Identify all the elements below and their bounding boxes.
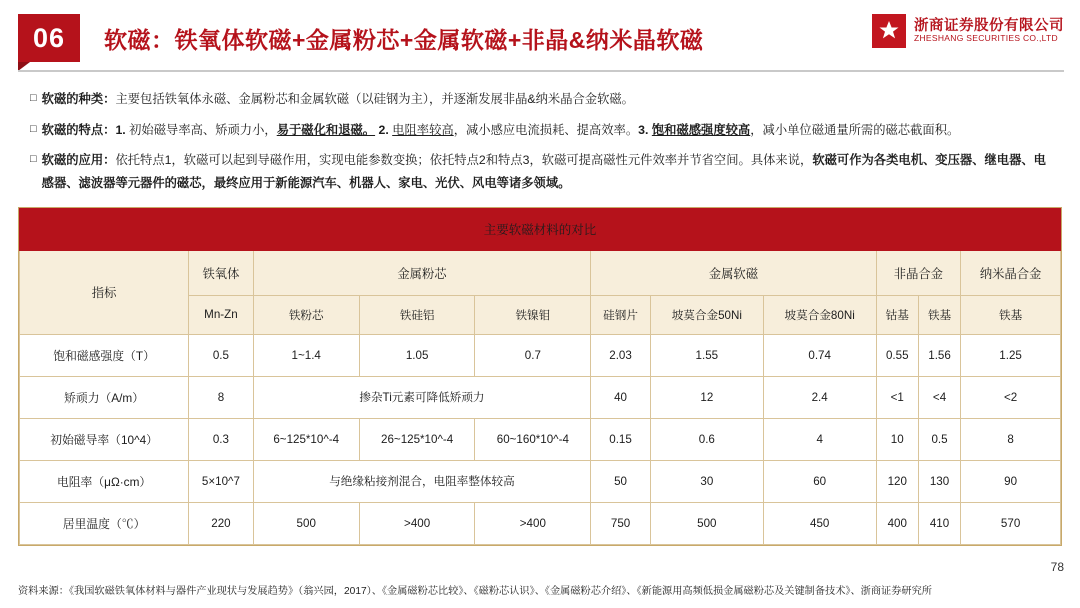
table-column-header: Mn-Zn [189,295,254,334]
table-column-header: 铁镍钼 [475,295,591,334]
table-cell: 6~125*10^-4 [253,418,359,460]
bullet-segment: 软磁可作为各类电机、变压器、继电器、电感器、滤波器等元器件的磁芯，最终应用于新能源汽车、机器人、家电、光伏、风电等诸多领域。 [41,153,1046,191]
table-cell: 4 [763,418,876,460]
bullet-segment: ，减小单位磁通量所需的磁芯截面积。 [750,122,960,137]
table-row [20,418,1061,460]
bullet-marker-icon: □ [30,122,37,135]
table-cell: 570 [961,502,1061,544]
table-row [20,376,1061,418]
bullet-segment: 初始磁导率高、矫顽力小， [129,122,277,137]
table-cell: 410 [918,502,960,544]
table-cell: 2.4 [763,376,876,418]
table-column-header: 坡莫合金80Ni [763,295,876,334]
bullet-segment: 2. [375,122,393,137]
table-cell: 130 [918,460,960,502]
table-cell: 40 [591,376,651,418]
bullet-segment: 饱和磁感强度较高 [651,122,751,137]
table-cell: 12 [650,376,763,418]
slide-header [0,0,1080,74]
table-cell: 0.5 [189,334,254,376]
table-cell: 450 [763,502,876,544]
bullet-text [42,88,1052,111]
page-number: 78 [1050,560,1064,574]
table-cell: 750 [591,502,651,544]
table-cell: 1.55 [650,334,763,376]
bullet-segment: 3. [638,122,652,137]
bullet-list [30,88,1052,195]
bullet-segment: 依托特点1，软磁可以起到导磁作用，实现电能参数变换；依托特点2和特点3，软磁可提高磁性元件效率并节省空间。具体来说， [115,153,813,168]
table-column-header: 铁硅铝 [359,295,475,334]
table-row-label: 初始磁导率（10^4） [20,418,189,460]
table-column-header: 钴基 [876,295,918,334]
bullet-item [30,88,1052,111]
table-column-header: 铁基 [918,295,960,334]
table-cell: 500 [253,502,359,544]
table-cell: 1~1.4 [253,334,359,376]
bullet-segment: 软磁的应用： [41,153,116,168]
bullet-segment: 电阻率较高 [392,122,454,137]
bullet-segment: 软磁的特点：1. [41,122,130,137]
table-cell: 60~160*10^-4 [475,418,591,460]
table-cell: 1.05 [359,334,475,376]
table-group-header: 金属粉芯 [253,250,591,295]
table-column-header: 硅钢片 [591,295,651,334]
table-group-header-row [20,250,1061,295]
bullet-segment: 易于磁化和退磁。 [276,122,376,137]
table-title-row [20,208,1061,250]
bullet-marker-icon: □ [30,153,37,166]
table-cell: 120 [876,460,918,502]
table-cell: 10 [876,418,918,460]
table-cell: 0.5 [918,418,960,460]
table-column-header: 铁粉芯 [253,295,359,334]
brand-name-en: ZHESHANG SECURITIES CO.,LTD [914,33,1058,44]
slide-number-badge: 06 [18,14,80,62]
bullet-segment: 软磁的种类： [41,92,116,106]
bullet-text [42,119,1052,142]
table-cell: 0.7 [475,334,591,376]
source-note: 资料来源：《我国软磁铁氧体材料与器件产业现状与发展趋势》（翁兴园，2017）、《金属磁粉芯比较》、《磁粉芯认识》、《金属磁粉芯介绍》、《新能源用高频低损金属磁粉芯及关键制备技术》、浙商证券研究所 [18,586,932,598]
table-group-header: 纳米晶合金 [961,250,1061,295]
table-cell: 1.56 [918,334,960,376]
table-cell: 0.55 [876,334,918,376]
table-cell: 500 [650,502,763,544]
table-cell: 400 [876,502,918,544]
comparison-table [18,207,1062,546]
table-cell: 5×10^7 [189,460,254,502]
table-cell: <1 [876,376,918,418]
table-cell: 8 [961,418,1061,460]
table-cell: 0.6 [650,418,763,460]
brand-name-cn: 浙商证券股份有限公司 [914,17,1064,34]
bullet-segment: ，减小感应电流损耗、提高效率。 [453,122,639,137]
table-cell: <2 [961,376,1061,418]
zheshang-logo-icon [872,14,906,48]
bullet-text [42,149,1052,194]
table-cell: 0.15 [591,418,651,460]
table-cell: >400 [359,502,475,544]
table-row-label: 电阻率（μΩ·cm） [20,460,189,502]
table-cell: 1.25 [961,334,1061,376]
table-cell: 0.74 [763,334,876,376]
table-row [20,502,1061,544]
table-cell: 2.03 [591,334,651,376]
table-row-label: 矫顽力（A/m） [20,376,189,418]
table-cell: 与绝缘粘接剂混合，电阻率整体较高 [253,460,591,502]
table-cell: 0.3 [189,418,254,460]
table-row [20,334,1061,376]
table-row-label: 饱和磁感强度（T） [20,334,189,376]
header-divider [18,70,1064,72]
page-title: 软磁：铁氧体软磁+金属粉芯+金属软磁+非晶&纳米晶软磁 [104,27,704,53]
brand-block [872,14,1064,48]
table-cell: 90 [961,460,1061,502]
table-group-header: 金属软磁 [591,250,876,295]
bullet-segment: 主要包括铁氧体永磁、金属粉芯和金属软磁（以硅钢为主），并逐渐发展非晶&纳米晶合金软磁。 [115,92,634,106]
table-cell: 60 [763,460,876,502]
table-index-header: 指标 [20,250,189,334]
table-cell: <4 [918,376,960,418]
table-cell: 26~125*10^-4 [359,418,475,460]
table-column-header: 铁基 [961,295,1061,334]
bullet-item [30,149,1052,194]
table-column-header: 坡莫合金50Ni [650,295,763,334]
table-row [20,460,1061,502]
table-row-label: 居里温度（℃） [20,502,189,544]
table-cell: 220 [189,502,254,544]
table-cell: >400 [475,502,591,544]
table-cell: 8 [189,376,254,418]
table-cell: 掺杂Ti元素可降低矫顽力 [253,376,591,418]
table-group-header: 非晶合金 [876,250,961,295]
table-cell: 30 [650,460,763,502]
table-cell: 50 [591,460,651,502]
bullet-marker-icon: □ [30,92,37,104]
bullet-item [30,119,1052,142]
table-group-header: 铁氧体 [189,250,254,295]
table-title: 主要软磁材料的对比 [20,208,1061,250]
